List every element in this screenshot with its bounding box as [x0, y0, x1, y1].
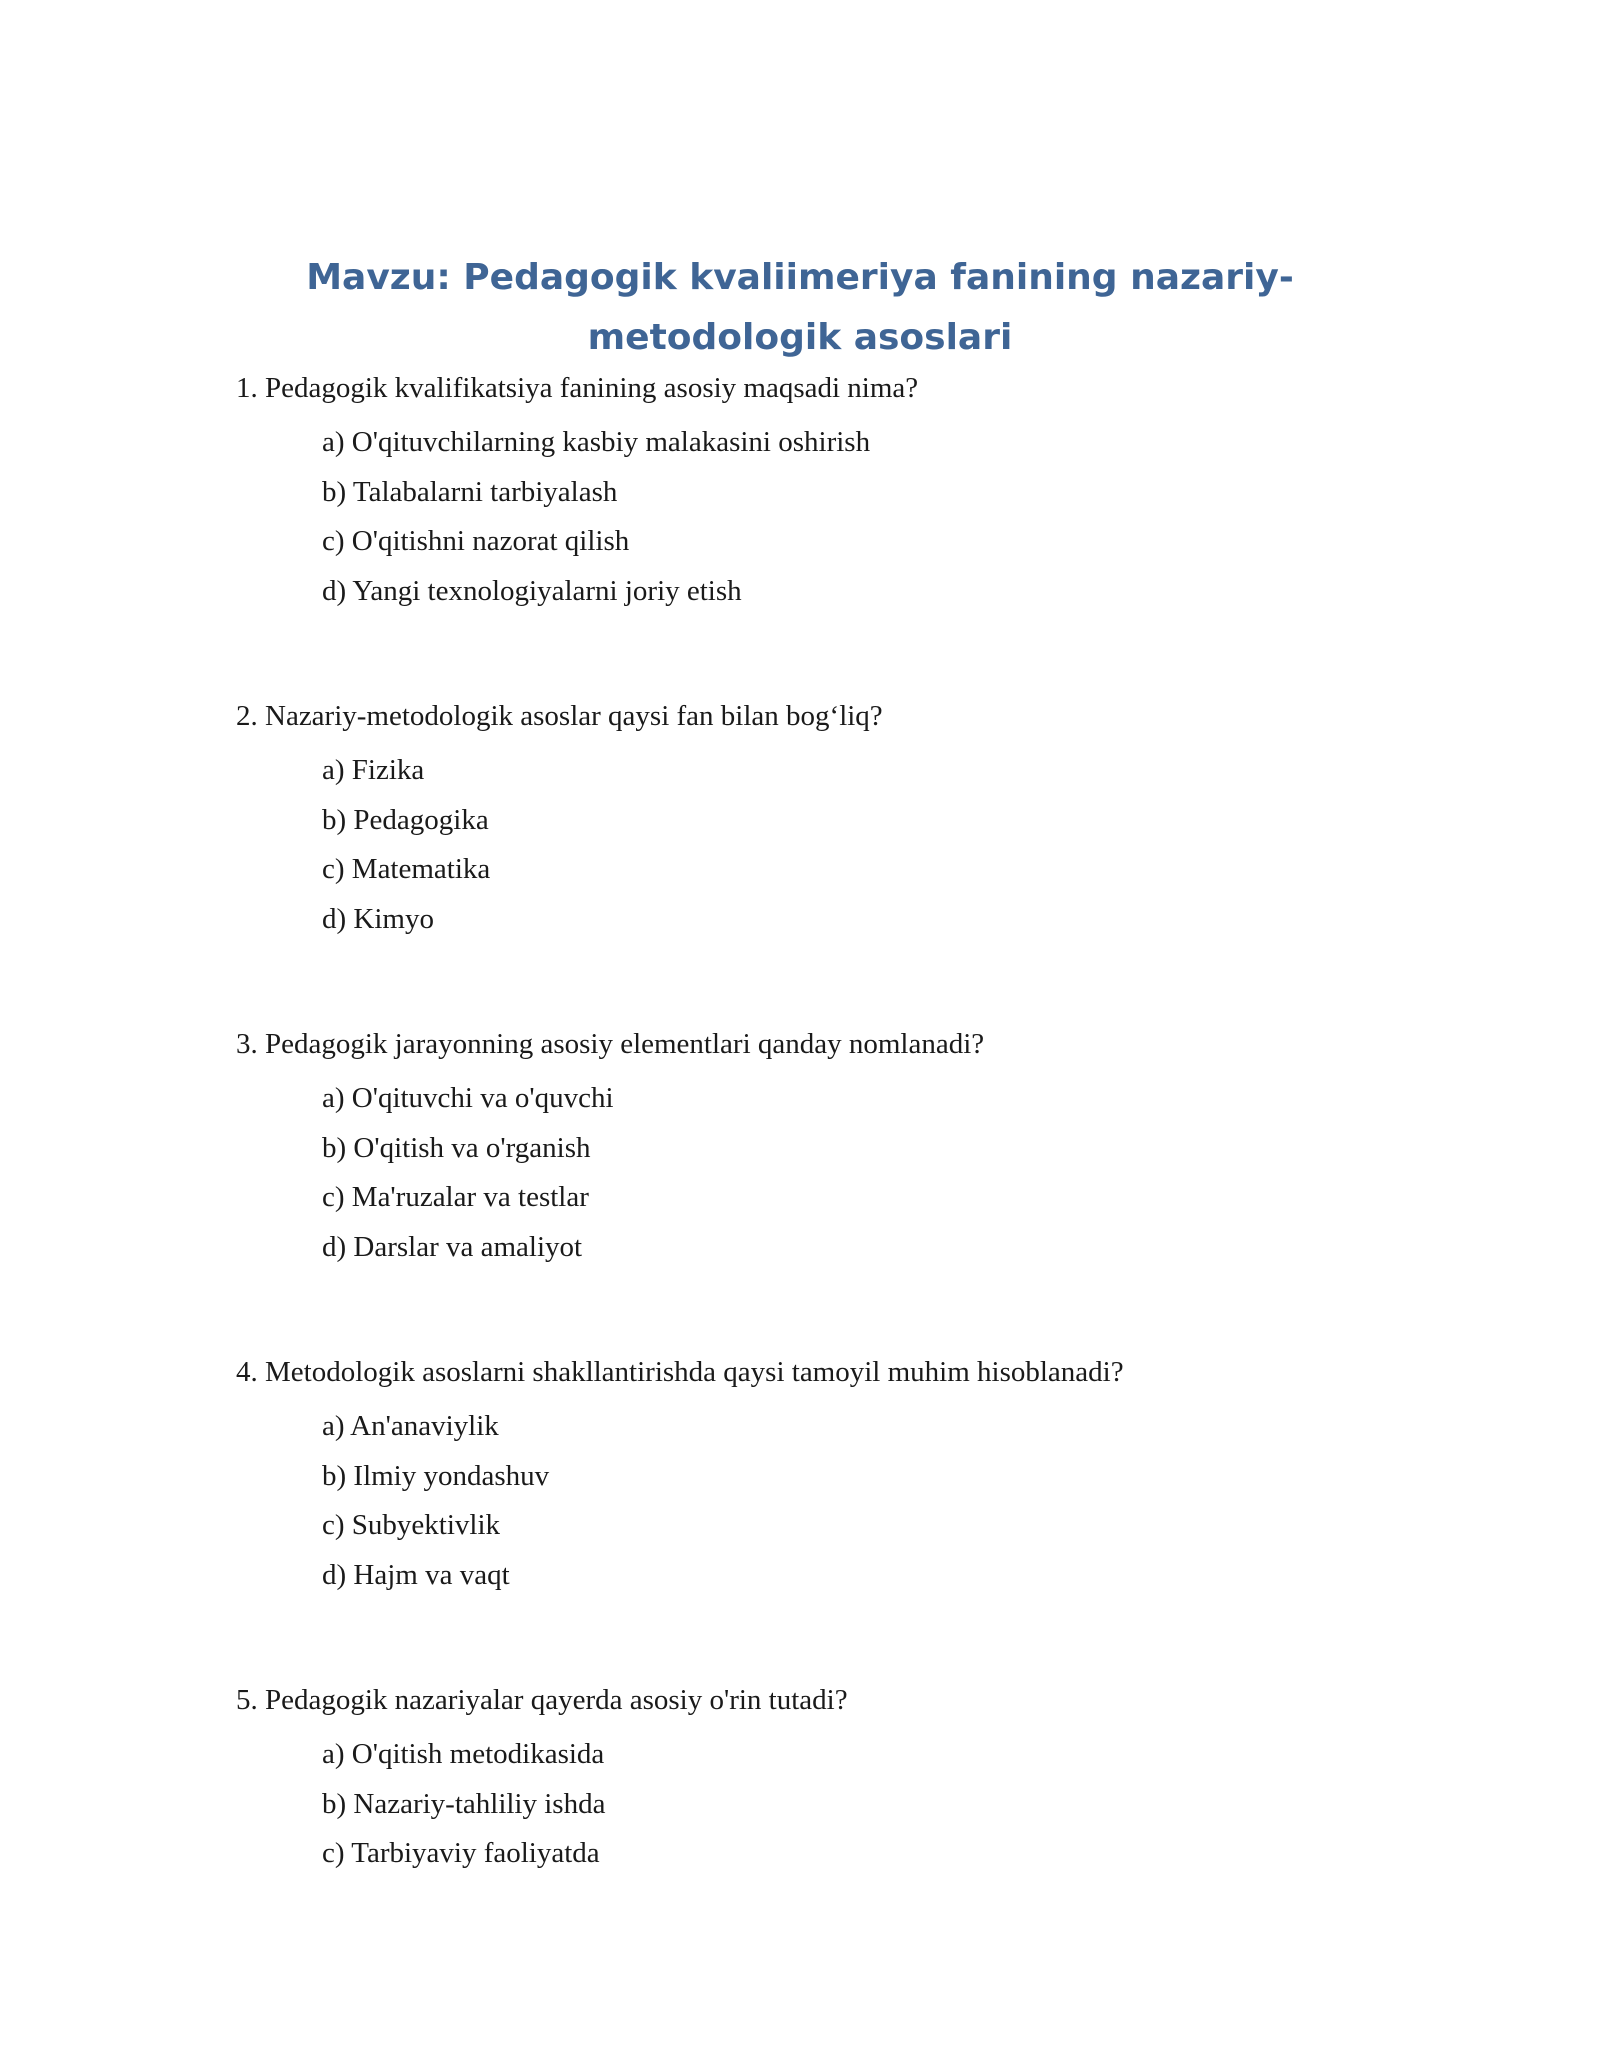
question-text: 4. Metodologik asoslarni shakllantirishda qaysi tamoyil muhim hisoblanadi? [236, 1356, 1124, 1388]
answer-option: a) O'qituvchi va o'quvchi [322, 1082, 614, 1114]
answer-option: c) Ma'ruzalar va testlar [322, 1181, 589, 1213]
answer-option: d) Yangi texnologiyalarni joriy etish [322, 574, 742, 607]
answer-option: a) Fizika [322, 754, 425, 786]
question-item [236, 1019, 1436, 1272]
answer-option: a) O'qitish metodikasida [322, 1738, 605, 1770]
answer-option: d) Hajm va vaqt [322, 1558, 510, 1591]
answer-option: b) Pedagogika [322, 803, 489, 836]
question-list [236, 363, 1436, 1954]
answer-options [236, 418, 1436, 616]
answer-options [236, 1730, 1436, 1879]
question-text: 2. Nazariy-metodologik asoslar qaysi fan bilan bog‘liq? [236, 700, 883, 732]
answer-option: a) O'qituvchilarning kasbiy malakasini oshirish [322, 426, 871, 458]
answer-option: d) Darslar va amaliyot [322, 1230, 583, 1263]
answer-option: c) Tarbiyaviy faoliyatda [322, 1837, 600, 1869]
answer-option: b) O'qitish va o'rganish [322, 1131, 591, 1164]
answer-option: d) Kimyo [322, 902, 434, 935]
question-text: 1. Pedagogik kvalifikatsiya fanining asosiy maqsadi nima? [236, 372, 919, 404]
answer-options [236, 746, 1436, 944]
question-item [236, 363, 1436, 616]
question-text: 5. Pedagogik nazariyalar qayerda asosiy o'rin tutadi? [236, 1684, 848, 1716]
answer-options [236, 1074, 1436, 1272]
question-text: 3. Pedagogik jarayonning asosiy elementlari qanday nomlanadi? [236, 1028, 985, 1060]
answer-option: c) O'qitishni nazorat qilish [322, 525, 630, 557]
page-title: Mavzu: Pedagogik kvaliimeriya fanining nazariy- metodologik asoslari [306, 257, 1294, 358]
answer-option: a) An'anaviylik [322, 1410, 499, 1442]
question-item [236, 1675, 1436, 1879]
answer-option: b) Ilmiy yondashuv [322, 1459, 550, 1492]
answer-option: c) Matematika [322, 853, 491, 885]
answer-options [236, 1402, 1436, 1600]
question-item [236, 1347, 1436, 1600]
answer-option: c) Subyektivlik [322, 1509, 501, 1541]
question-item [236, 691, 1436, 944]
answer-option: b) Nazariy-tahliliy ishda [322, 1787, 606, 1820]
answer-option: b) Talabalarni tarbiyalash [322, 475, 618, 508]
